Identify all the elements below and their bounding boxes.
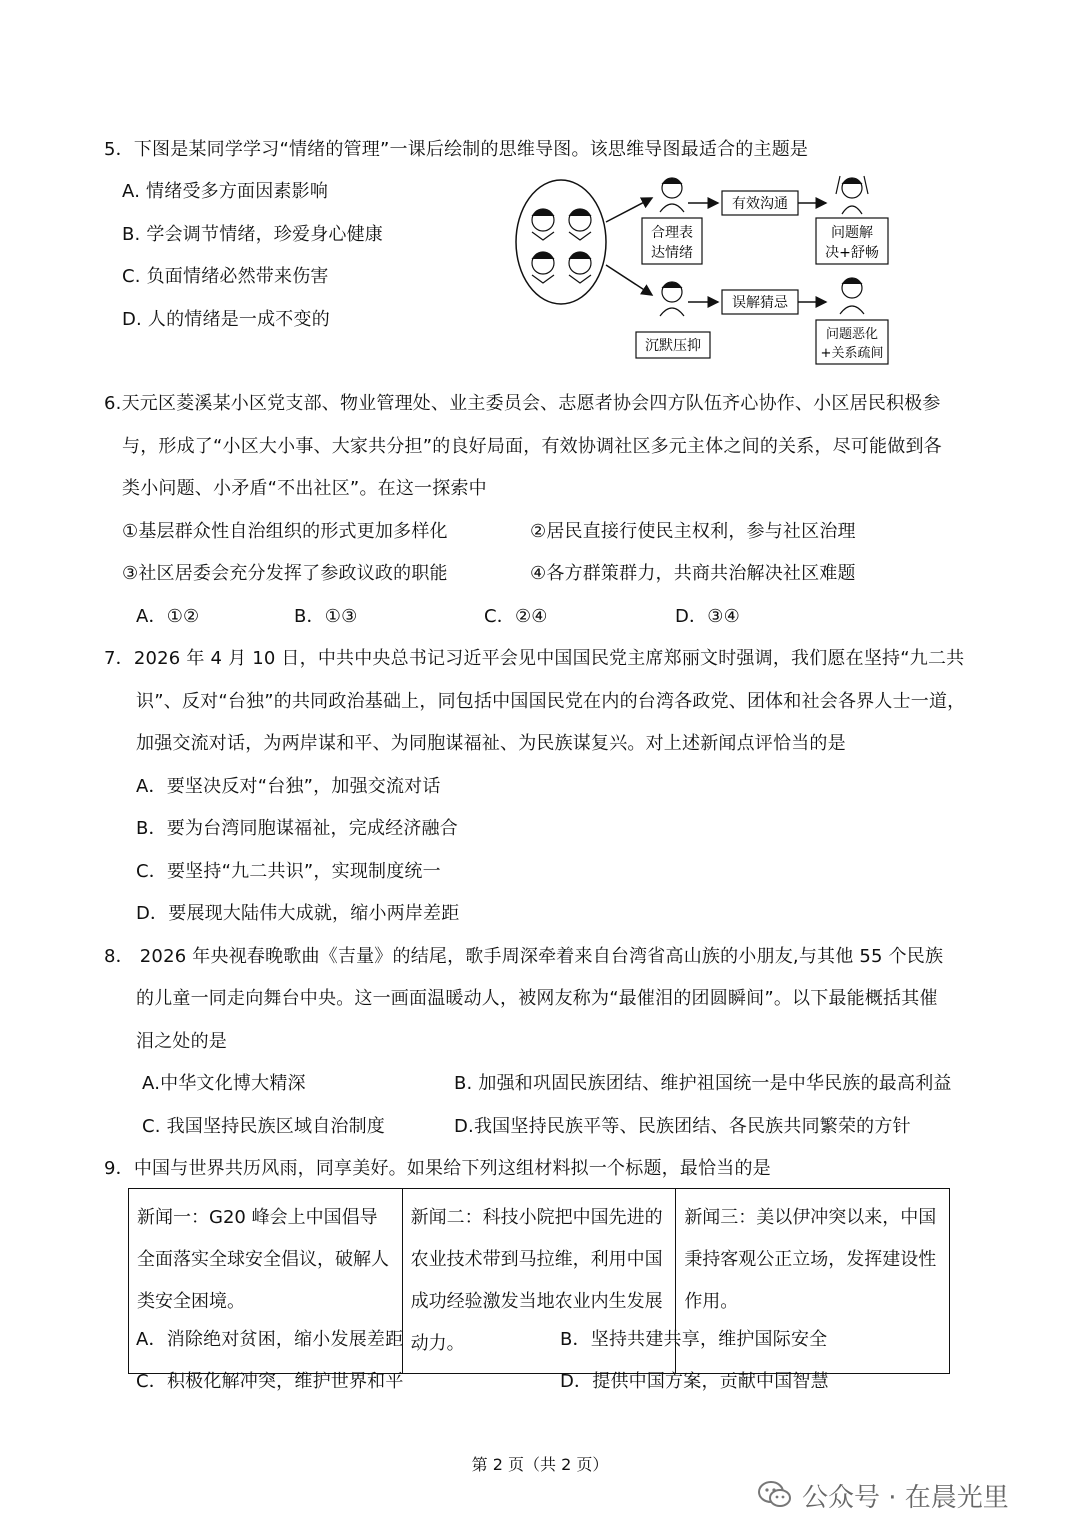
emotion-mind-map [510, 170, 910, 370]
news-cell-2: 新闻二：科技小院把中国先进的农业技术带到马拉维，利用中国成功经验激发当地农业内生发展动力。 [402, 1189, 676, 1374]
q8-line2: 的儿童一同走向舞台中央。这一画面温暖动人，被网友称为“最催泪的团圆瞬间”。以下最能概括其催 [136, 988, 938, 1009]
person-icon [660, 282, 684, 316]
q5-stem: 5．下图是某同学学习“情绪的管理”一课后绘制的思维导图。该思维导图最适合的主题是 [104, 139, 809, 160]
q6-option-b: B．①③ [294, 606, 358, 627]
q7-option-c: C．要坚持“九二共识”，实现制度统一 [136, 861, 441, 882]
q6-statement-3: ③社区居委会充分发挥了参政议政的职能 [122, 563, 448, 584]
q9-option-b: B．坚持共建共享，维护国际安全 [560, 1329, 828, 1350]
q9-stem: 9．中国与世界共历风雨，同享美好。如果给下列这组材料拟一个标题，最恰当的是 [104, 1158, 771, 1179]
q8-line3: 泪之处的是 [136, 1031, 227, 1052]
news-cell-1: 新闻一：G20 峰会上中国倡导全面落实全球安全倡议，破解人类安全困境。 [129, 1189, 403, 1374]
q7-line2: 识”、反对“台独”的共同政治基础上，同包括中国国民党在内的台湾各政党、团体和社会各界人士一道， [136, 691, 966, 712]
q8-option-a: A.中华文化博大精深 [142, 1073, 306, 1094]
q8-option-d: D.我国坚持民族平等、民族团结、各民族共同繁荣的方针 [454, 1116, 911, 1137]
q6-statement-2: ②居民直接行使民主权利，参与社区治理 [530, 521, 856, 542]
q7-option-a: A．要坚决反对“台独”，加强交流对话 [136, 776, 441, 797]
q6-line2: 与，形成了“小区大小事、大家共分担”的良好局面，有效协调社区多元主体之间的关系，尽可能做到各 [122, 436, 942, 457]
q6-statement-4: ④各方群策群力，共商共治解决社区难题 [530, 563, 856, 584]
q7-option-d: D．要展现大陆伟大成就，缩小两岸差距 [136, 903, 460, 924]
q8-line1: 8． 2026 年央视春晚歌曲《吉量》的结尾，歌手周深牵着来自台湾省高山族的小朋友,与其他 55 个民族 [104, 946, 944, 967]
watermark-text: 公众号 · 在晨光里 [802, 1482, 1009, 1513]
page-footer: 第 2 页（共 2 页） [471, 1455, 609, 1474]
happy-person-icon [836, 176, 868, 214]
q6-line3: 类小问题、小矛盾“不出社区”。在这一探索中 [122, 478, 487, 499]
q5-option-b: B. 学会调节情绪，珍爱身心健康 [122, 224, 383, 245]
emotion-faces-circle [516, 180, 606, 304]
q9-option-a: A．消除绝对贫困，缩小发展差距 [136, 1329, 404, 1350]
face-icon [532, 209, 591, 283]
news-cell-3: 新闻三：美以伊冲突以来，中国秉持客观公正立场，发挥建设性作用。 [676, 1189, 950, 1374]
fig-top-mid: 有效沟通 [732, 196, 788, 212]
q9-option-d: D．提供中国方案，贡献中国智慧 [560, 1371, 829, 1392]
fig-bottom-end-line1: 问题恶化 [825, 327, 879, 342]
q5-option-a: A. 情绪受多方面因素影响 [122, 181, 329, 202]
fig-bottom-mid: 误解猜忌 [732, 295, 788, 311]
q6-option-c: C．②④ [484, 606, 548, 627]
q5-option-c: C. 负面情绪必然带来伤害 [122, 266, 329, 287]
q6-statement-1: ①基层群众性自治组织的形式更加多样化 [122, 521, 448, 542]
q7-line3: 加强交流对话，为两岸谋和平、为同胞谋福祉、为民族谋复兴。对上述新闻点评恰当的是 [136, 733, 846, 754]
q7-line1: 7．2026 年 4 月 10 日，中共中央总书记习近平会见中国国民党主席郑丽文时强调，我们愿在坚持“九二共 [104, 648, 965, 669]
watermark [758, 1478, 1009, 1512]
q9-option-c: C．积极化解冲突，维护世界和平 [136, 1371, 404, 1392]
fig-top-box-line1: 合理表 [651, 225, 693, 241]
fig-top-end-line2: 决+舒畅 [825, 245, 879, 261]
q6-option-d: D．③④ [675, 606, 740, 627]
fig-bottom-end-line2: +关系疏间 [820, 346, 884, 361]
fig-top-box-line2: 达情绪 [651, 245, 693, 261]
q8-option-c: C. 我国坚持民族区域自治制度 [142, 1116, 386, 1137]
sad-person-icon [840, 278, 864, 314]
q6-line1: 6.天元区菱溪某小区党支部、物业管理处、业主委员会、志愿者协会四方队伍齐心协作、小区居民积极参 [104, 393, 941, 414]
q7-option-b: B．要为台湾同胞谋福祉，完成经济融合 [136, 818, 458, 839]
q5-option-d: D. 人的情绪是一成不变的 [122, 309, 330, 330]
fig-bottom-start: 沉默压抑 [645, 338, 701, 354]
q6-option-a: A．①② [136, 606, 200, 627]
wechat-icon [758, 1480, 792, 1510]
fig-top-end-line1: 问题解 [831, 225, 873, 241]
q8-option-b: B. 加强和巩固民族团结、维护祖国统一是中华民族的最高利益 [454, 1073, 952, 1094]
person-icon [660, 178, 684, 212]
